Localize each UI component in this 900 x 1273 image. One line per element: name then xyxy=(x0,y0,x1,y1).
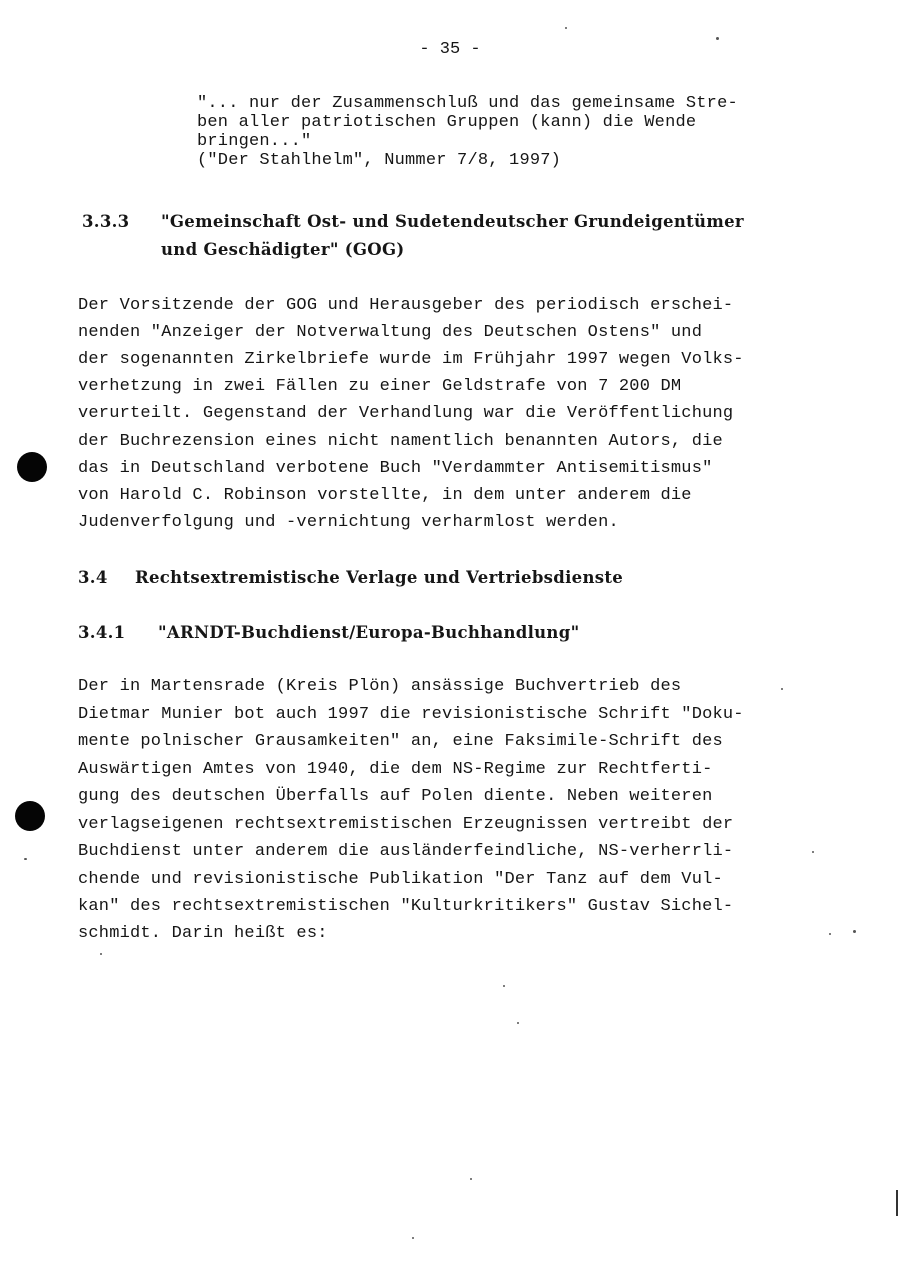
scan-speck xyxy=(716,37,719,40)
scan-speck xyxy=(24,858,27,860)
paragraph-line: der sogenannten Zirkelbriefe wurde im Frühjahr 1997 wegen Volks- xyxy=(78,350,744,369)
section-number: 3.4.1 xyxy=(78,623,126,642)
section-title: "Gemeinschaft Ost- und Sudetendeutscher Grundeigentümer xyxy=(161,212,744,231)
scan-speck xyxy=(412,1237,414,1239)
paragraph-line: Dietmar Munier bot auch 1997 die revisionistische Schrift "Doku- xyxy=(78,705,744,724)
paragraph-line: das in Deutschland verbotene Buch "Verdammter Antisemitismus" xyxy=(78,459,713,478)
scan-speck xyxy=(829,933,831,935)
quote-line: "... nur der Zusammenschluß und das gemeinsame Stre- xyxy=(197,94,738,113)
quote-line: ben aller patriotischen Gruppen (kann) die Wende xyxy=(197,113,697,132)
scan-speck xyxy=(517,1022,519,1024)
section-title: Rechtsextremistische Verlage und Vertriebsdienste xyxy=(135,568,624,587)
scan-speck xyxy=(503,985,505,987)
section-number: 3.3.3 xyxy=(82,212,130,231)
section-number: 3.4 xyxy=(78,568,108,587)
punch-hole-mark xyxy=(17,452,47,482)
paragraph-line: Auswärtigen Amtes von 1940, die dem NS-Regime zur Rechtferti- xyxy=(78,760,713,779)
paragraph-line: Judenverfolgung und -vernichtung verharmlost werden. xyxy=(78,513,619,532)
paragraph-line: Der in Martensrade (Kreis Plön) ansässige Buchvertrieb des xyxy=(78,677,682,696)
quote-line: bringen..." xyxy=(197,132,312,151)
paragraph-line: von Harold C. Robinson vorstellte, in dem unter anderem die xyxy=(78,486,692,505)
quote-source: ("Der Stahlhelm", Nummer 7/8, 1997) xyxy=(197,151,562,170)
section-title: "ARNDT-Buchdienst/Europa-Buchhandlung" xyxy=(158,623,580,642)
scan-speck xyxy=(853,930,856,933)
scan-speck xyxy=(100,953,102,955)
paragraph-line: verlagseigenen rechtsextremistischen Erzeugnissen vertreibt der xyxy=(78,815,734,834)
paragraph-line: nenden "Anzeiger der Notverwaltung des Deutschen Ostens" und xyxy=(78,323,703,342)
scan-speck xyxy=(781,688,783,690)
paragraph-line: Buchdienst unter anderem die ausländerfeindliche, NS-verherrli- xyxy=(78,842,734,861)
scan-edge-mark xyxy=(896,1190,898,1216)
paragraph-line: der Buchrezension eines nicht namentlich benannten Autors, die xyxy=(78,432,723,451)
paragraph-line: mente polnischer Grausamkeiten" an, eine Faksimile-Schrift des xyxy=(78,732,723,751)
scan-speck xyxy=(470,1178,472,1180)
paragraph-line: schmidt. Darin heißt es: xyxy=(78,924,328,943)
scan-speck xyxy=(812,851,814,853)
paragraph-line: Der Vorsitzende der GOG und Herausgeber des periodisch erschei- xyxy=(78,296,734,315)
punch-hole-mark xyxy=(15,801,45,831)
page-number: - 35 - xyxy=(419,40,481,59)
paragraph-line: chende und revisionistische Publikation "Der Tanz auf dem Vul- xyxy=(78,870,723,889)
paragraph-line: kan" des rechtsextremistischen "Kulturkritikers" Gustav Sichel- xyxy=(78,897,734,916)
paragraph-line: gung des deutschen Überfalls auf Polen diente. Neben weiteren xyxy=(78,787,713,806)
section-title: und Geschädigter" (GOG) xyxy=(161,240,405,259)
scan-speck xyxy=(565,27,567,29)
paragraph-line: verhetzung in zwei Fällen zu einer Geldstrafe von 7 200 DM xyxy=(78,377,682,396)
paragraph-line: verurteilt. Gegenstand der Verhandlung war die Veröffentlichung xyxy=(78,404,734,423)
